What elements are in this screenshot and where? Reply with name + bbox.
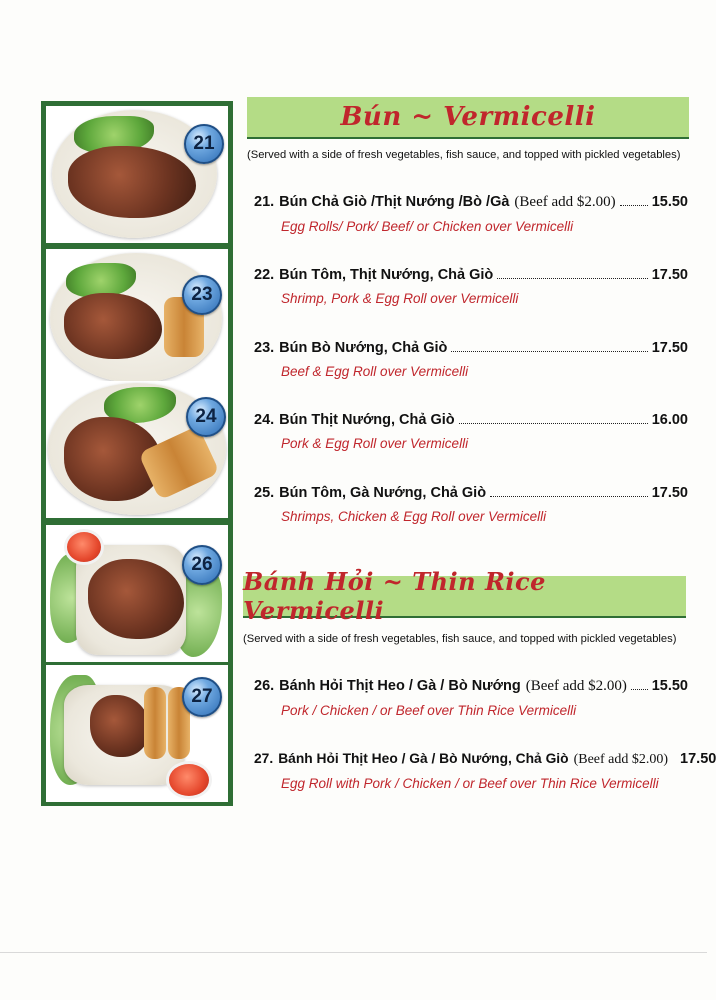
dish-photo-27 xyxy=(46,665,228,802)
item-name: Bún Thịt Nướng, Chả Giò xyxy=(279,412,455,428)
item-description: Shrimp, Pork & Egg Roll over Vermicelli xyxy=(281,291,519,306)
item-price: 17.50 xyxy=(651,340,688,356)
dot-leader xyxy=(490,496,648,497)
item-number: 21. xyxy=(254,194,275,210)
item-number: 23. xyxy=(254,340,275,356)
item-name: Bún Bò Nướng, Chả Giò xyxy=(279,340,448,356)
item-description: Shrimps, Chicken & Egg Roll over Vermicelli xyxy=(281,509,547,524)
item-price: 16.00 xyxy=(651,412,688,428)
section-banner-banh-hoi xyxy=(243,567,686,625)
dish-photo-23 xyxy=(46,249,228,386)
dish-photo-26 xyxy=(46,525,228,662)
item-number: 22. xyxy=(254,267,275,283)
item-description: Pork / Chicken / or Beef over Thin Rice Vermicelli xyxy=(281,703,577,718)
item-name: Bún Chả Giò /Thịt Nướng /Bò /Gà xyxy=(279,194,510,210)
item-description: Pork & Egg Roll over Vermicelli xyxy=(281,436,469,451)
dot-leader xyxy=(459,423,648,424)
item-number: 26. xyxy=(254,678,275,694)
item-price: 17.50 xyxy=(680,751,716,767)
menu-item-23 xyxy=(254,340,688,379)
dot-leader xyxy=(620,205,648,206)
item-description: Egg Rolls/ Pork/ Beef/ or Chicken over Vermicelli xyxy=(281,219,574,234)
section-note-bun: (Served with a side of fresh vegetables, fish sauce, and topped with pickled vegetables) xyxy=(247,149,681,161)
item-extra-note: (Beef add $2.00) xyxy=(514,194,616,210)
item-price: 17.50 xyxy=(651,267,688,283)
dot-leader xyxy=(497,278,647,279)
item-number: 27. xyxy=(254,751,274,766)
dish-photo-strip xyxy=(41,101,233,806)
dish-photo-21 xyxy=(46,106,228,243)
item-price: 17.50 xyxy=(651,485,688,501)
item-price: 15.50 xyxy=(651,194,688,210)
item-description: Egg Roll with Pork / Chicken / or Beef over Thin Rice Vermicelli xyxy=(281,776,659,791)
dot-leader xyxy=(451,351,647,352)
item-badge-21: 21 xyxy=(184,124,224,164)
menu-item-22 xyxy=(254,267,688,306)
item-extra-note: (Beef add $2.00) xyxy=(525,678,627,694)
page-edge-line xyxy=(0,952,707,953)
item-name: Bún Tôm, Thịt Nướng, Chả Giò xyxy=(279,267,494,283)
item-badge-24: 24 xyxy=(186,397,226,437)
item-name: Bánh Hỏi Thịt Heo / Gà / Bò Nướng, Chả Giò xyxy=(278,751,569,766)
dot-leader xyxy=(631,689,648,690)
item-name: Bánh Hỏi Thịt Heo / Gà / Bò Nướng xyxy=(279,678,521,694)
menu-item-26 xyxy=(254,678,688,718)
section-note-banh-hoi: (Served with a side of fresh vegetables, fish sauce, and topped with pickled vegetables) xyxy=(243,633,677,645)
item-badge-26: 26 xyxy=(182,545,222,585)
item-badge-27: 27 xyxy=(182,677,222,717)
item-badge-23: 23 xyxy=(182,275,222,315)
section-title-bun: Bún ~ Vermicelli xyxy=(340,102,596,132)
item-description: Beef & Egg Roll over Vermicelli xyxy=(281,364,469,379)
item-price: 15.50 xyxy=(651,678,688,694)
menu-item-25 xyxy=(254,485,688,524)
dish-photo-24 xyxy=(46,381,228,518)
section-banner-bun xyxy=(247,97,689,139)
menu-item-27 xyxy=(254,751,716,791)
item-number: 25. xyxy=(254,485,275,501)
item-extra-note: (Beef add $2.00) xyxy=(573,752,669,767)
item-name: Bún Tôm, Gà Nướng, Chả Giò xyxy=(279,485,487,501)
menu-item-21 xyxy=(254,194,688,234)
menu-item-24 xyxy=(254,412,688,451)
section-title-banh-hoi: Bánh Hỏi ~ Thin Rice Vermicelli xyxy=(243,567,546,625)
item-number: 24. xyxy=(254,412,275,428)
